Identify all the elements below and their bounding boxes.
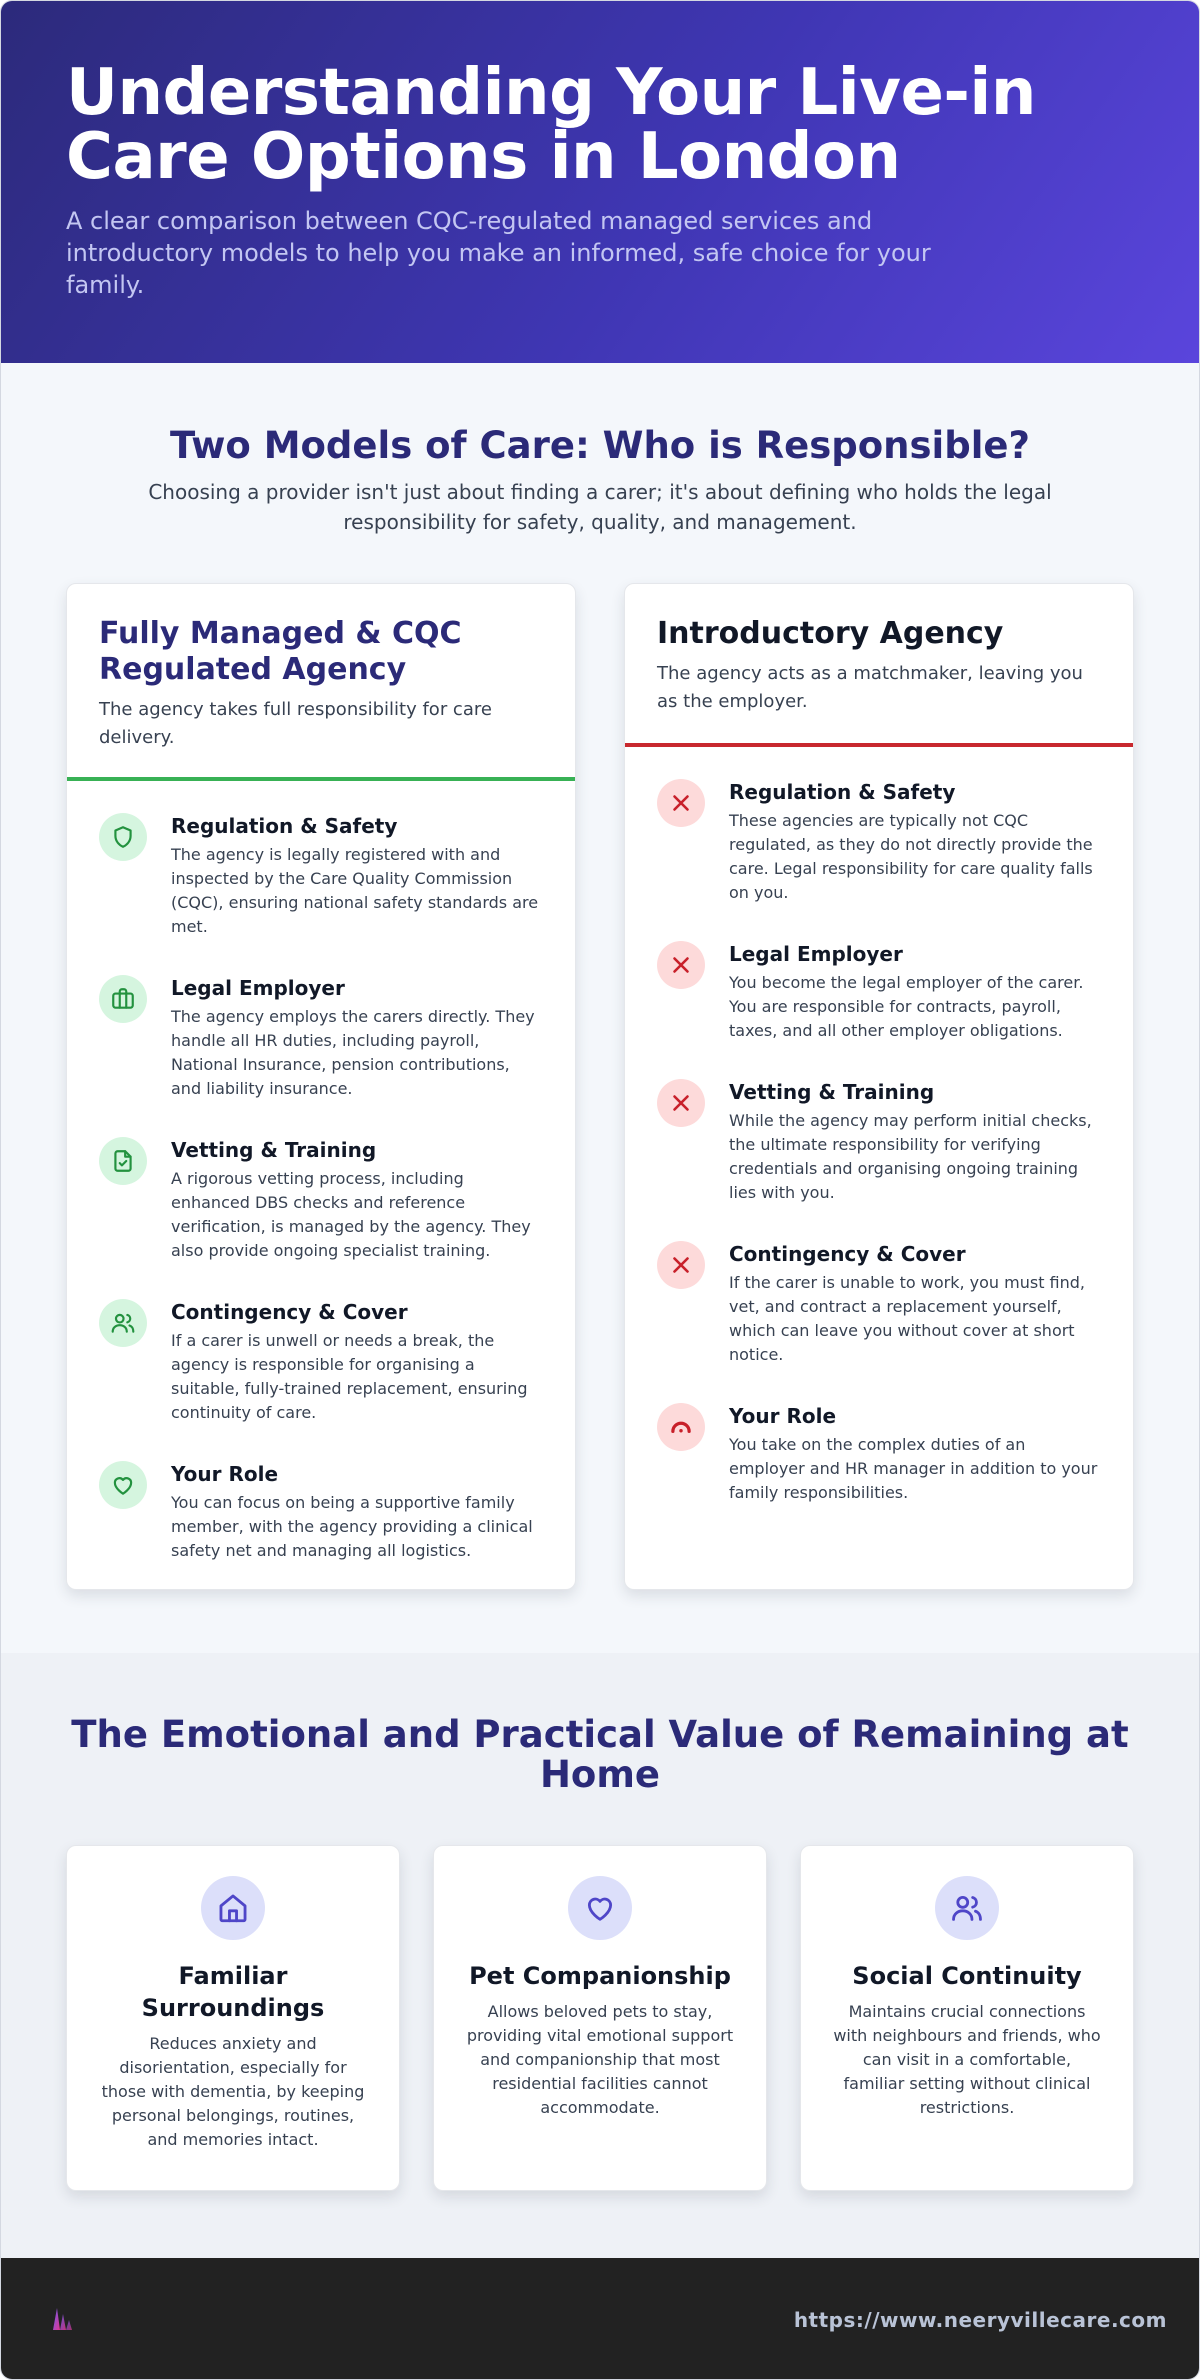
managed-card-desc: The agency takes full responsibility for care delivery. [99,699,492,748]
value-card [66,1845,400,2191]
models-subtitle: Choosing a provider isn't just about finding a carer; it's about defining who holds the legal responsibility for safety, quality, and management. [148,480,1052,534]
models-title: Two Models of Care: Who is Responsible? [170,424,1030,467]
value-card [800,1845,1134,2191]
document-check-icon [99,1137,147,1185]
heart-icon [568,1876,632,1940]
page-subtitle: A clear comparison between CQC-regulated managed services and introductory models to help you make an informed, safe choice for your family. [66,207,931,299]
cross-icon [657,779,705,827]
list-item [99,1299,543,1425]
item-text: These agencies are typically not CQC regulated, as they do not directly provide the care. Legal responsibility for care quality falls on you. [729,811,1093,902]
managed-card-title: Fully Managed & CQC Regulated Agency [99,616,462,687]
managed-items [67,781,575,1563]
value-card-text: Maintains crucial connections with neighbours and friends, who can visit in a comfortable, familiar setting without clinical restrictions. [833,2002,1101,2117]
footer-url[interactable]: https://www.neeryvillecare.com [793,2307,1167,2332]
item-title: Regulation & Safety [729,780,956,804]
item-title: Regulation & Safety [171,814,398,838]
hero-banner [1,1,1199,363]
value-card [433,1845,767,2191]
item-text: You take on the complex duties of an employer and HR manager in addition to your family responsibilities. [729,1435,1098,1502]
list-item [99,1137,543,1263]
value-card-title: Social Continuity [852,1962,1082,1990]
list-item [657,779,1101,905]
introductory-agency-card [624,583,1134,1590]
care-models-section [1,363,1199,1653]
page-title: Understanding Your Live-in Care Options in London [66,56,1036,194]
item-text: If a carer is unwell or needs a break, the agency is responsible for organising a suitable, fully-trained replacement, ensuring continuity of care. [171,1331,528,1422]
item-title: Contingency & Cover [729,1242,966,1266]
gauge-icon [657,1403,705,1451]
value-card-text: Allows beloved pets to stay, providing vital emotional support and companionship that most residential facilities cannot accommodate. [466,2002,734,2117]
value-card-text: Reduces anxiety and disorientation, especially for those with dementia, by keeping personal belongings, routines, and memories intact. [101,2034,365,2149]
home-icon [201,1876,265,1940]
value-card-title: Familiar Surroundings [141,1962,325,2022]
item-title: Legal Employer [171,976,345,1000]
item-text: If the carer is unable to work, you must find, vet, and contract a replacement yourself, which can leave you without cover at short notice. [729,1273,1086,1364]
cross-icon [657,1241,705,1289]
users-icon [935,1876,999,1940]
item-text: The agency is legally registered with and inspected by the Care Quality Commission (CQC), ensuring national safety standards are met. [171,845,539,936]
list-item [99,975,543,1101]
item-title: Legal Employer [729,942,903,966]
cross-icon [657,941,705,989]
intro-card-title: Introductory Agency [657,616,1004,651]
footer [1,2258,1199,2380]
item-text: While the agency may perform initial checks, the ultimate responsibility for verifying credentials and organising ongoing training lies with you. [729,1111,1092,1202]
list-item [657,1241,1101,1367]
item-text: A rigorous vetting process, including enhanced DBS checks and reference verification, is managed by the agency. They also provide ongoing specialist training. [171,1169,531,1260]
managed-agency-card [66,583,576,1590]
comparison-cards [1,583,1199,1590]
value-title: The Emotional and Practical Value of Remaining at Home [71,1713,1129,1796]
managed-card-header [67,584,575,781]
intro-card-header [625,584,1133,747]
intro-items [625,747,1133,1505]
shield-icon [99,813,147,861]
heart-icon [99,1461,147,1509]
item-title: Your Role [729,1404,837,1428]
item-text: You can focus on being a supportive family member, with the agency providing a clinical safety net and managing all logistics. [171,1493,533,1560]
list-item [657,1079,1101,1205]
logo-icon [45,2300,85,2340]
list-item [657,941,1101,1043]
item-text: You become the legal employer of the carer. You are responsible for contracts, payroll, taxes, and all other employer obligations. [729,973,1084,1040]
value-card-title: Pet Companionship [469,1962,731,1990]
briefcase-icon [99,975,147,1023]
users-icon [99,1299,147,1347]
value-cards [1,1845,1199,2191]
cross-icon [657,1079,705,1127]
intro-card-desc: The agency acts as a matchmaker, leaving you as the employer. [657,663,1083,712]
item-text: The agency employs the carers directly. They handle all HR duties, including payroll, National Insurance, pension contributions, and liability insurance. [171,1007,535,1098]
value-section [1,1653,1199,2258]
item-title: Vetting & Training [729,1080,935,1104]
item-title: Vetting & Training [171,1138,377,1162]
item-title: Contingency & Cover [171,1300,408,1324]
list-item [99,813,543,939]
list-item [99,1461,543,1563]
item-title: Your Role [171,1462,279,1486]
list-item [657,1403,1101,1505]
